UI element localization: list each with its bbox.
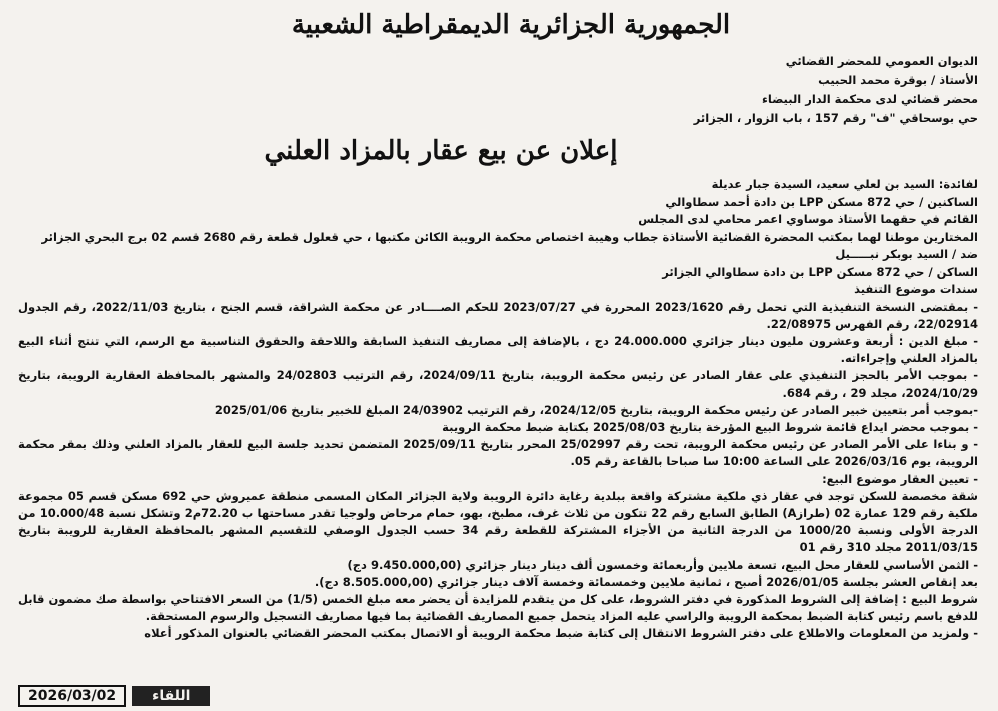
body-paragraph: - الثمن الأساسي للعقار محل البيع، تسعة ملايين وأربعمائة وخمسون ألف دينار دينار جزائري (9.450.000,00 دج): [347, 557, 978, 572]
body-paragraph: شقة مخصصة للسكن توجد في عقار ذي ملكية مشتركة واقعة ببلدية رغاية دائرة الرويبة ولاية الجزائر المكان المسمى منطقة عميروش حي 692 مسكن قسم 05 مجموعة ملكية رقم 129 عمارة 02 (طرازA) الطابق السابع رقم 22 تتكون من ثلاث غرف، مطبخ، بهو، حمام مرحاض ولوجيا تقدر مساحتها ب 72.20م2 وتشكل نسبة 10.000/48 من الدرجة الأولى ونسبة 1000/20 من الدرجة الثانية من الأجزاء المشتركة للقطعة رقم 34 حسب الجدول الوصفي للتقسيم المشهر بالمحافظة العقارية للرويبة بتاريخ 2011/03/15 مجلد 310 رقم 01: [18, 488, 978, 555]
office-line: الأستاذ / بوقرة محمد الحبيب: [818, 73, 978, 87]
parties-block: [18, 176, 978, 299]
party-line: سندات موضوع التنفيذ: [854, 282, 978, 296]
body-paragraph: بعد إنقاص العشر بجلسة 2026/01/05 أصبح ، ثمانية ملايين وخمسمائة وخمسة آلاف دينار جزائري (8.505.000,00 دج).: [314, 574, 978, 589]
bailiff-office-block: [18, 52, 978, 128]
announcement-body: [18, 299, 978, 643]
body-paragraph: - بموجب الأمر بالحجز التنفيذي على عقار الصادر عن رئيس محكمة الرويبة، بتاريخ 2024/09/11، رقم الترتيب 24/02803 والمشهر بالمحافظة العقارية الرويبة، بتاريخ 2024/10/29، مجلد 29 ، رقم 684.: [18, 368, 979, 400]
publication-date: 2026/03/02: [18, 685, 126, 707]
body-paragraph: شروط البيع : إضافة إلى الشروط المذكورة في دفتر الشروط، على كل من يتقدم للمزايدة أن يحضر معه مبلغ الخمس (1/5) من السعر الافتتاحي بواسطة صك مضمون قابل للدفع باسم رئيس كتابة الضبط بمحكمة الرويبة والراسي عليه المزاد يتحمل جميع المصاريف القضائية بما فيها مصاريف التسجيل والرسوم المستحقة.: [18, 591, 978, 624]
body-paragraph: - تعيين العقار موضوع البيع:: [822, 471, 978, 486]
body-paragraph: - و بناءا على الأمر الصادر عن رئيس محكمة الرويبة، تحت رقم 25/02997 المحرر بتاريخ 2025/09/11 المتضمن تحديد جلسة البيع للعقار بالمزاد العلني وذلك بمقر محكمة الرويبة، يوم 2026/03/16 على الساعة 10:00 سا صباحا بالقاعة رقم 05.: [18, 437, 978, 469]
newspaper-footer: [18, 685, 210, 707]
party-line: لفائدة: السيد بن لعلي سعيد، السيدة جبار عديلة: [711, 177, 978, 191]
party-line: الساكن / حي 872 مسكن LPP بن دادة سطاوالي الجزائر: [662, 264, 978, 279]
office-line: محضر قضائي لدى محكمة الدار البيضاء: [762, 92, 978, 106]
announcement-title: إعلان عن بيع عقار بالمزاد العلني: [264, 136, 618, 166]
office-line: حي بوسحاقي "ف" رقم 157 ، باب الزوار ، الجزائر: [693, 111, 978, 125]
body-paragraph: - مبلغ الدين : أربعة وعشرون مليون دينار جزائري 24.000.000 دج ، بالإضافة إلى مصاريف التنفيذ السابقة واللاحقة والحقوق التناسبية مع الرسم، التي تنتج أثناء البيع بالمزاد العلني وإجراءاته.: [18, 333, 978, 366]
body-paragraph: - ولمزيد من المعلومات والاطلاع على دفتر الشروط الانتقال إلى كتابة ضبط محكمة الرويبة أو الاتصال بمكتب المحضر القضائي بالعنوان المذكور أعلاه: [144, 626, 978, 641]
body-paragraph: - بمقتضى النسخة التنفيذية التي تحمل رقم 2023/1620 المحررة في 2023/07/27 للحكم الصــــادر عن محكمة الشراقة، قسم الجنح ، بتاريخ 2022/11/03، رقم الجدول 22/02914، رقم الفهرس 22/08975.: [18, 299, 978, 331]
republic-heading: الجمهورية الجزائرية الديمقراطية الشعبية: [291, 10, 731, 40]
body-paragraph: - بموجب محضر ايداع قائمة شروط البيع المؤرخة بتاريخ 2025/08/03 بكتابة ضبط محكمة الرويبة: [442, 419, 978, 434]
party-line: القائم في حقهما الأستاذ موساوي اعمر محامي لدى المجلس: [638, 212, 978, 226]
office-line: الديوان العمومي للمحضر القضائي: [785, 54, 978, 68]
party-line: ضد / السيد بوبكر نبـــــيل: [835, 247, 978, 261]
body-paragraph: -بموجب أمر بتعيين خبير الصادر عن رئيس محكمة الرويبة، بتاريخ 2024/12/05، رقم الترتيب 24/03902 المبلغ للخبير بتاريخ 2025/01/06: [214, 402, 978, 417]
party-line: الساكنين / حي 872 مسكن LPP بن دادة أحمد سطاوالي: [665, 194, 978, 209]
party-line: المختارين موطنا لهما بمكتب المحضرة القضائية الأستاذة جطاب وهيبة اختصاص محكمة الرويبة الكائن مكتبها ، حي قعلول قطعة رقم 2680 قسم 02 برج البحري الجزائر: [41, 229, 978, 244]
newspaper-name: اللقاء: [132, 686, 210, 706]
